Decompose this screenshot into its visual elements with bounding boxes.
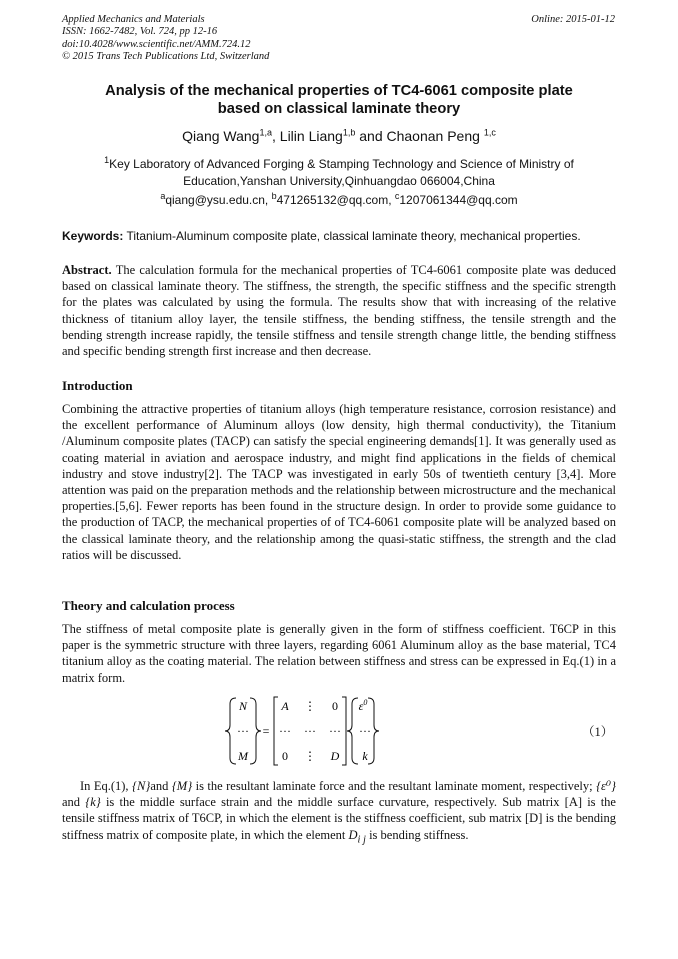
var-M: {M} [171,779,193,793]
author-sep: and [355,128,387,144]
eq-lhs-top: N [238,699,248,713]
keywords-label: Keywords: [62,229,124,243]
theory-text: The stiffness of metal composite plate is generally given in the form of stiffness coefficient. T6CP in this paper is the symmetric structure with three layers, regarding 6061 Aluminum alloy as the base material, TC4 titanium alloy as the coating material. The relation between stiffness and stress can be expressed in Eq.(1) in a matrix form. [62,622,616,685]
email-sup: c [394,191,400,201]
m22: ··· [304,724,316,738]
m32: ⋮ [304,749,316,763]
title-line-2: based on classical laminate theory [217,101,461,117]
section-heading-introduction: Introduction [62,378,133,393]
eq-rhs-top: $\varepsilon^0$ [358,698,368,713]
abstract-text: The calculation formula for the mechanical properties of TC4-6061 composite plate was deduced based on classical laminate theory. The stiffness, the strength, the specific stiffness and the specific strength for the plates was calculated by using the formula. The results show that with increasing of the relative thickness of titanium alloy layer, the tensile stiffness, the bending stiffness, the tensile strength and the bending strength increase rapidly, the tensile stiffness and tensile strength change little, the bending stiffness and specific bending strength first increase and then decrease. [62,263,616,359]
doi: doi:10.4028/www.scientific.net/AMM.724.12 [62,38,251,50]
email-sup: b [271,191,277,201]
matrix-bracket-left [274,697,278,765]
author-name: Chaonan Peng [386,128,484,144]
keywords [62,229,616,243]
email-link[interactable]: qiang@ysu.edu.cn, [165,193,272,207]
equation-number: （1） [582,725,614,739]
affiliation [62,156,616,190]
introduction-text: Combining the attractive properties of titanium alloys (high temperature resistance, corrosion resistance) and the excellent performance of Aluminum alloys (low density, high thermal conductivity), the Titanium /Aluminum composite plates (TACP) can satisfy the special engineering demands[1]. It was generally used as coating material in aviation and aerospace industry, and might find applications in the fields of chemical industry and stove industry[2]. The TACP was investigated in early 50s of twentieth century [3,4]. More attention was paid on the preparation methods and the relationship between microstructure and the mechanical properties.[5,6]. Fewer reports has been found in the structure design. In order to provide some guidance to the production of TACP, the mechanical properties of of TC4-6061 composite plate will be analyzed based on the classical laminate theory, and the relationship among the quasi-static stiffness, the strength and the clad ratios will be discussed. [62,402,616,562]
author-sup: 1,a [259,127,272,138]
author-list [62,128,616,144]
var-N: {N} [131,779,151,793]
m21: ··· [279,724,291,738]
left-brace-close [250,698,261,764]
email-link[interactable]: 1207061344@qq.com [399,193,518,207]
paper-title [62,82,616,118]
var-D-subscript: i j [357,834,366,846]
left-brace [225,698,236,764]
online-date: Online: 2015-01-12 [531,14,615,25]
email-list [62,193,616,207]
copyright: © 2015 Trans Tech Publications Ltd, Switzerland [62,51,270,63]
abstract-label: Abstract. [62,263,112,277]
section-heading-theory: Theory and calculation process [62,598,235,613]
affiliation-sup: 1 [104,155,110,165]
eq-lhs-mid: ··· [237,724,249,738]
var-D: D [348,827,358,842]
affiliation-line-1: Key Laboratory of Advanced Forging & Stamping Technology and Science of Ministry of [109,157,574,171]
m12: ⋮ [304,699,316,713]
email-link[interactable]: 471265132@qq.com, [276,193,395,207]
equation-explanation: In Eq.(1), {N}and {M} is the resultant laminate force and the resultant laminate moment, respectively; {ε⁰} and {k} is the middle surface strain and the middle surface curvature, respectively. Sub matrix [A] is the tensile stiffness matrix of T6CP, in which the element is the stiffness coefficient, sub matrix [D] is the bending stiffness matrix of composite plate, in which the element $D_{i j}$ is bending stiffness. [62,779,616,846]
eq-lhs-bot: M [238,749,248,763]
affiliation-line-2: Education,Yanshan University,Qinhuangdao 066004,China [183,174,495,188]
title-line-1: Analysis of the mechanical properties of TC4-6061 composite plate [105,83,573,99]
keywords-text: Titanium-Aluminum composite plate, classical laminate theory, mechanical properties. [123,229,581,243]
m11: A [281,699,289,713]
author-sup: 1,c [483,127,496,138]
email-sup: a [160,191,166,201]
journal-name: Applied Mechanics and Materials [62,14,205,25]
right-brace [347,698,358,764]
journal-header [62,14,269,64]
author-sup: 1,b [342,127,356,138]
author-sep: , [272,128,280,144]
eq-rhs-mid: ··· [359,724,371,738]
eq-rhs-bot: k [362,749,368,763]
m33: D [330,749,340,763]
abstract [62,262,616,359]
matrix-bracket-right [342,697,346,765]
eq-equals: = [262,724,270,738]
issn: ISSN: 1662-7482, Vol. 724, pp 12-16 [62,26,218,38]
m13: 0 [332,699,338,713]
m31: 0 [282,749,288,763]
var-k: {k} [85,795,101,810]
author-name: Lilin Liang [279,128,343,144]
var-epsilon: {ε⁰} [596,779,616,793]
equation-1 [222,696,382,766]
m23: ··· [329,724,341,738]
author-name: Qiang Wang [182,128,260,144]
